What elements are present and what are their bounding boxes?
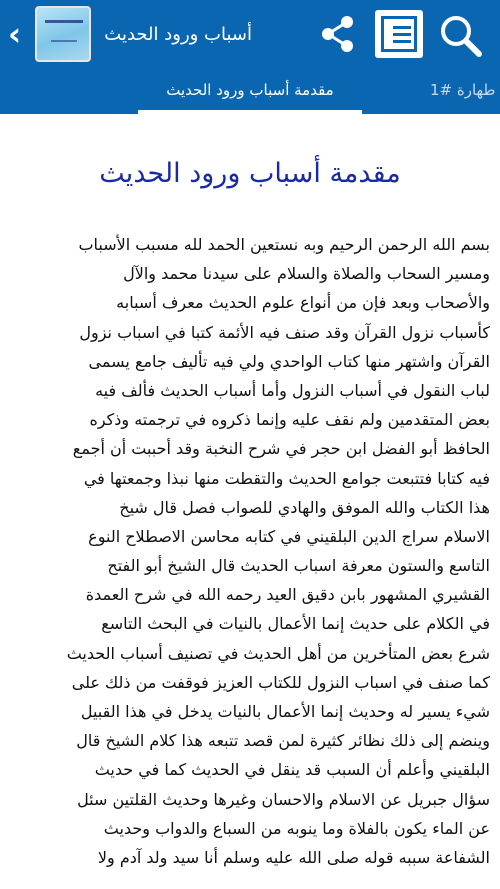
app-title: أسباب ورود الحديث	[104, 24, 252, 45]
text-line: بعض المتقدمين ولم نقف عليه وإنما ذكروه في ترجمته وذكره	[89, 410, 490, 430]
text-line: شيء يسير له وحديث إنما الأعمال بالنيات يدخل في هذا القبيل	[80, 702, 490, 721]
text-line: لباب النقول في أسباب النزول وأما أسباب الحديث فألف فيه	[95, 380, 490, 400]
share-icon	[316, 12, 360, 56]
text-line: القرآن واشتهر منها كتاب الواحدي ولي فيه تأليف جامع يسمى	[88, 351, 490, 371]
menu-line	[393, 26, 411, 29]
text-line: الشفاعة سببه قوله صلى الله عليه وسلم أنا سيد ولد آدم ولا	[97, 847, 490, 867]
article-body	[12, 230, 490, 872]
menu-line	[393, 33, 411, 36]
app-bar	[0, 0, 500, 70]
text-line: الحافظ أبو الفضل ابن حجر في شرح النخبة وقد أحببت أن أجمع	[72, 439, 490, 459]
text-line: شرع بعض المتأخرين من أهل الحديث في تصنيف أسباب الحديث	[66, 643, 490, 663]
tab-bar	[0, 70, 500, 114]
text-line: كأسباب نزول القرآن وقد صنف فيه الأئمة كتبا في اسباب نزول	[79, 322, 490, 342]
search-icon	[437, 12, 485, 60]
text-line: القشيري المشهور بابن دقيق العيد رحمه الله في شرح العمدة	[85, 585, 490, 605]
text-line: عن الماء يكون بالفلاة وما ينوبه من السباع والدواب وحديث	[103, 818, 490, 838]
text-line: سؤال جبريل عن الاسلام والاحسان وغيرها وحديث القلتين سئل	[77, 789, 490, 809]
list-menu-icon	[381, 16, 417, 52]
text-line: التاسع والستون معرفة اسباب الحديث قال الشيخ أبو الفتح	[107, 556, 490, 576]
app-logo[interactable]	[35, 6, 91, 62]
text-line: في الكلام على حديث إنما الأعمال بالنيات في البحث التاسع	[101, 614, 490, 634]
text-line: الاسلام سراج الدين البلقيني في كتابه محاسن الاصطلاح النوع	[88, 526, 490, 546]
text-line: وينضم إلى ذلك نظائر كثيرة لمن قصد تتبعه هذا كلام الشيخ قال	[76, 731, 490, 751]
chevron-left-icon[interactable]: ‹	[8, 15, 22, 53]
search-button[interactable]	[437, 12, 485, 60]
logo-line	[51, 40, 77, 42]
text-line: كما صنف في اسباب النزول للكتاب العزيز فوقفت من ذلك على	[71, 672, 490, 692]
tab-introduction[interactable]: مقدمة أسباب ورود الحديث	[166, 81, 334, 99]
text-line: بسم الله الرحمن الرحيم وبه نستعين الحمد لله مسبب الأسباب	[78, 235, 490, 254]
menu-button[interactable]	[375, 10, 423, 58]
tab-next[interactable]: طهارة #1	[430, 81, 496, 99]
text-line: ومسير السحاب والصلاة والسلام على سيدنا محمد والآل	[123, 264, 490, 284]
text-line: والأصحاب وبعد فإن من أنواع علوم الحديث معرف أسبابه	[116, 293, 490, 313]
share-button[interactable]	[316, 12, 360, 56]
menu-line	[393, 40, 411, 43]
text-line: هذا الكتاب والله الموفق والهادي للصواب فصل قال شيخ	[119, 497, 490, 517]
text-line: البلقيني وأعلم أن السبب قد ينقل في الحديث كما في حديث	[94, 760, 490, 780]
article-heading: مقدمة أسباب ورود الحديث	[99, 158, 401, 189]
logo-line	[45, 20, 83, 23]
article-content[interactable]	[0, 114, 500, 889]
text-line: فيه كتابا فتتبعت جوامع الحديث والتقطت منها نبذا وجمعتها في	[83, 468, 490, 488]
